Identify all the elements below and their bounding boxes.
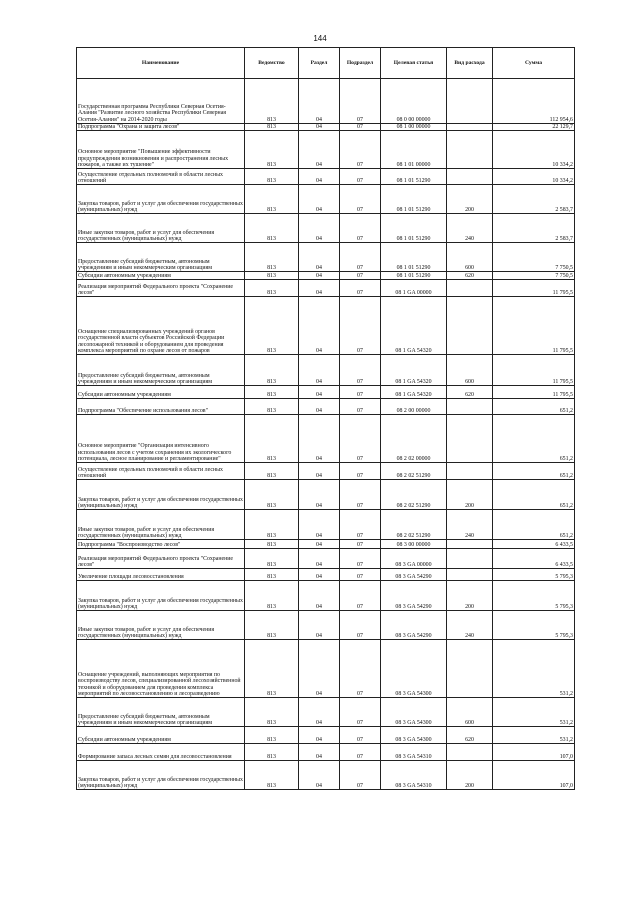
cell-target-article: 08 2 02 00000 (381, 415, 447, 463)
cell-subsection: 07 (340, 549, 381, 569)
cell-target-article: 08 1 01 00000 (381, 131, 447, 169)
table-row (77, 698, 575, 727)
cell-expense-type (447, 415, 493, 463)
cell-amount: 531,2 (493, 727, 575, 744)
cell-name: Увеличение площади лесовосстановления (77, 569, 245, 581)
cell-department: 813 (245, 698, 299, 727)
cell-subsection: 07 (340, 124, 381, 131)
cell-target-article: 08 3 GA 54300 (381, 698, 447, 727)
cell-expense-type (447, 540, 493, 549)
cell-section: 04 (299, 185, 340, 214)
cell-subsection: 07 (340, 280, 381, 297)
cell-expense-type (447, 399, 493, 415)
table-row (77, 611, 575, 640)
cell-name: Закупка товаров, работ и услуг для обеспечения государственных (муниципальных) нужд (77, 761, 245, 790)
cell-department: 813 (245, 280, 299, 297)
cell-section: 04 (299, 243, 340, 272)
cell-target-article: 08 1 01 51290 (381, 214, 447, 243)
cell-subsection: 07 (340, 386, 381, 399)
cell-expense-type (447, 297, 493, 355)
cell-name: Осуществление отдельных полномочий в области лесных отношений (77, 169, 245, 185)
cell-section: 04 (299, 761, 340, 790)
cell-section: 04 (299, 549, 340, 569)
table-row (77, 169, 575, 185)
table-row (77, 549, 575, 569)
cell-amount: 7 750,5 (493, 272, 575, 280)
cell-target-article: 08 3 GA 54290 (381, 611, 447, 640)
cell-department: 813 (245, 727, 299, 744)
cell-subsection: 07 (340, 761, 381, 790)
cell-section: 04 (299, 581, 340, 611)
cell-department: 813 (245, 415, 299, 463)
cell-department: 813 (245, 744, 299, 761)
cell-name: Иные закупки товаров, работ и услуг для обеспечения государственных (муниципальных) нужд (77, 214, 245, 243)
cell-department: 813 (245, 185, 299, 214)
cell-department: 813 (245, 640, 299, 698)
cell-expense-type (447, 744, 493, 761)
cell-section: 04 (299, 214, 340, 243)
cell-section: 04 (299, 463, 340, 480)
cell-subsection: 07 (340, 698, 381, 727)
cell-subsection: 07 (340, 272, 381, 280)
cell-target-article: 08 0 00 00000 (381, 79, 447, 124)
table-row (77, 581, 575, 611)
cell-expense-type: 200 (447, 761, 493, 790)
budget-table (76, 47, 575, 790)
cell-section: 04 (299, 640, 340, 698)
table-row (77, 185, 575, 214)
cell-amount: 10 334,2 (493, 169, 575, 185)
cell-department: 813 (245, 355, 299, 386)
cell-subsection: 07 (340, 510, 381, 540)
table-row (77, 463, 575, 480)
cell-amount: 651,2 (493, 510, 575, 540)
cell-subsection: 07 (340, 185, 381, 214)
cell-target-article: 08 3 GA 00000 (381, 549, 447, 569)
table-row (77, 399, 575, 415)
header-target-article: Целевая статья (381, 48, 447, 79)
cell-subsection: 07 (340, 131, 381, 169)
cell-name: Предоставление субсидий бюджетным, автономным учреждениям и иным некоммерческим организациям (77, 355, 245, 386)
cell-amount: 7 750,5 (493, 243, 575, 272)
cell-expense-type: 200 (447, 480, 493, 510)
cell-expense-type: 200 (447, 581, 493, 611)
cell-amount: 112 954,6 (493, 79, 575, 124)
cell-expense-type: 600 (447, 243, 493, 272)
cell-expense-type (447, 79, 493, 124)
table-row (77, 124, 575, 131)
table-row (77, 510, 575, 540)
cell-expense-type: 200 (447, 185, 493, 214)
table-row (77, 640, 575, 698)
cell-target-article: 08 2 02 51290 (381, 463, 447, 480)
table-row (77, 727, 575, 744)
cell-amount: 5 795,3 (493, 581, 575, 611)
cell-expense-type: 620 (447, 272, 493, 280)
cell-name: Субсидии автономным учреждениям (77, 727, 245, 744)
header-subsection: Подраздел (340, 48, 381, 79)
cell-department: 813 (245, 581, 299, 611)
cell-department: 813 (245, 611, 299, 640)
cell-subsection: 07 (340, 727, 381, 744)
cell-name: Подпрограмма "Охрана и защита лесов" (77, 124, 245, 131)
cell-name: Подпрограмма "Воспроизводство лесов" (77, 540, 245, 549)
cell-department: 813 (245, 761, 299, 790)
cell-amount: 651,2 (493, 463, 575, 480)
cell-section: 04 (299, 611, 340, 640)
cell-name: Реализация мероприятий Федерального проекта "Сохранение лесов" (77, 549, 245, 569)
cell-target-article: 08 3 GA 54290 (381, 569, 447, 581)
cell-amount: 107,0 (493, 761, 575, 790)
cell-amount: 6 433,5 (493, 549, 575, 569)
cell-section: 04 (299, 297, 340, 355)
cell-target-article: 08 3 00 00000 (381, 540, 447, 549)
cell-name: Предоставление субсидий бюджетным, автономным учреждениям и иным некоммерческим организациям (77, 243, 245, 272)
cell-subsection: 07 (340, 297, 381, 355)
cell-name: Предоставление субсидий бюджетным, автономным учреждениям и иным некоммерческим организациям (77, 698, 245, 727)
cell-subsection: 07 (340, 214, 381, 243)
cell-expense-type (447, 549, 493, 569)
cell-name: Субсидии автономным учреждениям (77, 386, 245, 399)
header-name: Наименование (77, 48, 245, 79)
cell-expense-type: 600 (447, 698, 493, 727)
header-expense-type: Вид расхода (447, 48, 493, 79)
cell-subsection: 07 (340, 79, 381, 124)
cell-section: 04 (299, 79, 340, 124)
cell-amount: 651,2 (493, 480, 575, 510)
header-section: Раздел (299, 48, 340, 79)
cell-target-article: 08 3 GA 54290 (381, 581, 447, 611)
cell-target-article: 08 1 GA 54320 (381, 386, 447, 399)
cell-expense-type: 240 (447, 611, 493, 640)
table-body (77, 79, 575, 790)
cell-name: Оснащение специализированных учреждений органов государственной власти субъектов Российской Федерации лесопожарной техникой и оборудованием для проведения комплекса мероприятий по охране лесов от пожаров (77, 297, 245, 355)
cell-section: 04 (299, 355, 340, 386)
cell-target-article: 08 1 00 00000 (381, 124, 447, 131)
table-row (77, 131, 575, 169)
cell-target-article: 08 2 02 51290 (381, 510, 447, 540)
cell-amount: 651,2 (493, 415, 575, 463)
cell-expense-type (447, 124, 493, 131)
cell-amount: 2 583,7 (493, 185, 575, 214)
cell-subsection: 07 (340, 169, 381, 185)
cell-name: Иные закупки товаров, работ и услуг для обеспечения государственных (муниципальных) нужд (77, 611, 245, 640)
cell-department: 813 (245, 243, 299, 272)
cell-target-article: 08 1 GA 54320 (381, 297, 447, 355)
cell-amount: 531,2 (493, 640, 575, 698)
cell-amount: 22 129,7 (493, 124, 575, 131)
cell-department: 813 (245, 480, 299, 510)
cell-section: 04 (299, 399, 340, 415)
cell-subsection: 07 (340, 640, 381, 698)
cell-amount: 5 795,3 (493, 569, 575, 581)
cell-subsection: 07 (340, 540, 381, 549)
cell-subsection: 07 (340, 611, 381, 640)
cell-department: 813 (245, 131, 299, 169)
cell-amount: 651,2 (493, 399, 575, 415)
cell-expense-type (447, 280, 493, 297)
cell-subsection: 07 (340, 744, 381, 761)
cell-target-article: 08 3 GA 54310 (381, 744, 447, 761)
table-row (77, 280, 575, 297)
cell-expense-type: 600 (447, 355, 493, 386)
cell-target-article: 08 3 GA 54310 (381, 761, 447, 790)
cell-department: 813 (245, 124, 299, 131)
cell-amount: 10 334,2 (493, 131, 575, 169)
cell-expense-type (447, 569, 493, 581)
cell-section: 04 (299, 124, 340, 131)
cell-section: 04 (299, 480, 340, 510)
header-department: Ведомство (245, 48, 299, 79)
cell-amount: 5 795,3 (493, 611, 575, 640)
cell-section: 04 (299, 131, 340, 169)
cell-section: 04 (299, 272, 340, 280)
table-header-row (77, 48, 575, 79)
cell-name: Закупка товаров, работ и услуг для обеспечения государственных (муниципальных) нужд (77, 581, 245, 611)
cell-amount: 107,0 (493, 744, 575, 761)
cell-name: Основное мероприятие "Организация интенсивного использования лесов с учетом сохранения их экологического потенциала, лесное планирование и регламентирование" (77, 415, 245, 463)
cell-department: 813 (245, 510, 299, 540)
cell-department: 813 (245, 272, 299, 280)
cell-subsection: 07 (340, 399, 381, 415)
cell-section: 04 (299, 569, 340, 581)
cell-target-article: 08 2 00 00000 (381, 399, 447, 415)
table-row (77, 480, 575, 510)
cell-section: 04 (299, 386, 340, 399)
cell-section: 04 (299, 698, 340, 727)
cell-amount: 2 583,7 (493, 214, 575, 243)
cell-department: 813 (245, 399, 299, 415)
table-row (77, 415, 575, 463)
table-row (77, 744, 575, 761)
cell-subsection: 07 (340, 480, 381, 510)
cell-department: 813 (245, 79, 299, 124)
cell-expense-type (447, 169, 493, 185)
cell-expense-type (447, 640, 493, 698)
header-amount: Сумма (493, 48, 575, 79)
cell-department: 813 (245, 463, 299, 480)
cell-section: 04 (299, 727, 340, 744)
cell-expense-type (447, 463, 493, 480)
cell-name: Иные закупки товаров, работ и услуг для обеспечения государственных (муниципальных) нужд (77, 510, 245, 540)
cell-department: 813 (245, 297, 299, 355)
cell-amount: 11 795,5 (493, 355, 575, 386)
cell-subsection: 07 (340, 581, 381, 611)
cell-name: Основное мероприятие "Повышение эффективности предупреждения возникновения и распространения лесных пожаров, а также их тушение" (77, 131, 245, 169)
cell-name: Закупка товаров, работ и услуг для обеспечения государственных (муниципальных) нужд (77, 185, 245, 214)
cell-subsection: 07 (340, 463, 381, 480)
cell-department: 813 (245, 386, 299, 399)
cell-target-article: 08 1 01 51290 (381, 185, 447, 214)
cell-subsection: 07 (340, 569, 381, 581)
cell-section: 04 (299, 540, 340, 549)
table-row (77, 540, 575, 549)
cell-name: Реализация мероприятий Федерального проекта "Сохранение лесов" (77, 280, 245, 297)
cell-section: 04 (299, 169, 340, 185)
table-row (77, 761, 575, 790)
cell-name: Формирование запаса лесных семян для лесовосстановления (77, 744, 245, 761)
cell-section: 04 (299, 415, 340, 463)
cell-target-article: 08 3 GA 54300 (381, 727, 447, 744)
cell-amount: 6 433,5 (493, 540, 575, 549)
cell-name: Осуществление отдельных полномочий в области лесных отношений (77, 463, 245, 480)
cell-target-article: 08 1 GA 00000 (381, 280, 447, 297)
cell-subsection: 07 (340, 415, 381, 463)
cell-department: 813 (245, 169, 299, 185)
cell-section: 04 (299, 510, 340, 540)
cell-target-article: 08 1 01 51290 (381, 243, 447, 272)
cell-expense-type: 620 (447, 386, 493, 399)
table-row (77, 355, 575, 386)
page-number: 144 (313, 34, 327, 43)
table-row (77, 386, 575, 399)
table-row (77, 569, 575, 581)
cell-amount: 11 795,5 (493, 297, 575, 355)
cell-expense-type: 240 (447, 510, 493, 540)
cell-name: Государственная программа Республики Северная Осетия-Алания "Развитие лесного хозяйства Республики Северная Осетия-Алания" на 2014-2020 годы (77, 79, 245, 124)
cell-expense-type: 620 (447, 727, 493, 744)
cell-section: 04 (299, 280, 340, 297)
cell-target-article: 08 1 01 51290 (381, 169, 447, 185)
cell-target-article: 08 1 01 51290 (381, 272, 447, 280)
cell-expense-type: 240 (447, 214, 493, 243)
table-row (77, 79, 575, 124)
cell-subsection: 07 (340, 355, 381, 386)
cell-amount: 11 795,5 (493, 386, 575, 399)
table-row (77, 243, 575, 272)
table-row (77, 214, 575, 243)
cell-amount: 11 795,5 (493, 280, 575, 297)
cell-target-article: 08 2 02 51290 (381, 480, 447, 510)
cell-department: 813 (245, 549, 299, 569)
cell-name: Подпрограмма "Обеспечение использования лесов" (77, 399, 245, 415)
cell-department: 813 (245, 540, 299, 549)
table-row (77, 272, 575, 280)
cell-name: Закупка товаров, работ и услуг для обеспечения государственных (муниципальных) нужд (77, 480, 245, 510)
table-row (77, 297, 575, 355)
cell-amount: 531,2 (493, 698, 575, 727)
cell-department: 813 (245, 569, 299, 581)
cell-target-article: 08 1 GA 54320 (381, 355, 447, 386)
cell-expense-type (447, 131, 493, 169)
cell-department: 813 (245, 214, 299, 243)
cell-section: 04 (299, 744, 340, 761)
cell-name: Субсидии автономным учреждениям (77, 272, 245, 280)
cell-name: Оснащение учреждений, выполняющих мероприятия по воспроизводству лесов, специализированной лесохозяйственной техникой и оборудованием для проведения комплекса мероприятий по лесовосстановлению и лесоразведению (77, 640, 245, 698)
cell-subsection: 07 (340, 243, 381, 272)
cell-target-article: 08 3 GA 54300 (381, 640, 447, 698)
